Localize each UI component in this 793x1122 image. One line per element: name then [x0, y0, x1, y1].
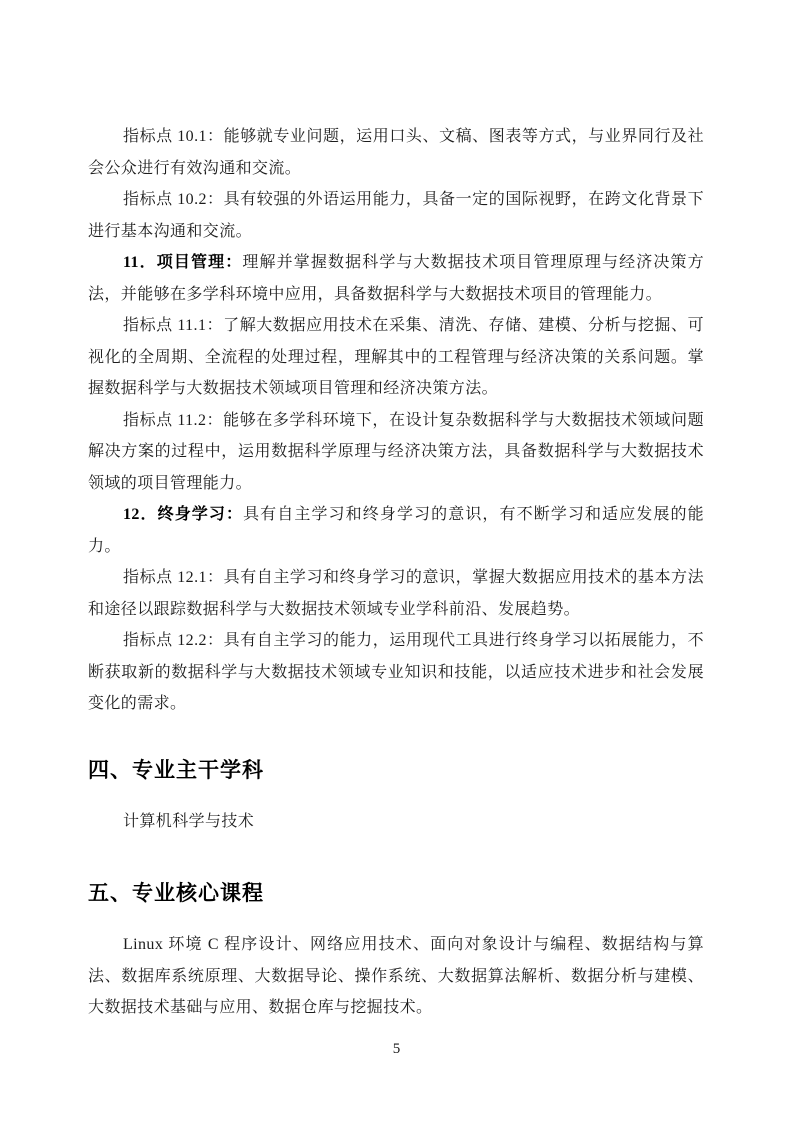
section-body-main-discipline: 计算机科学与技术 — [123, 812, 255, 830]
paragraph-lead-bold: 11．项目管理： — [123, 254, 243, 271]
paragraph-text: 具有自主学习和终身学习的意识，有不断学习和适应发展的能力。 — [88, 506, 704, 555]
section-heading-core-courses: 五、专业核心课程 — [88, 882, 264, 905]
paragraph-indicator-12-2 — [88, 625, 704, 720]
section-body-core-courses: Linux 环境 C 程序设计、网络应用技术、面向对象设计与编程、数据结构与算法、数据库系统原理、大数据导论、操作系统、大数据算法解析、数据分析与建模、大数据技术基础与应用、数据仓库与挖掘技术。 — [88, 936, 704, 1016]
paragraph-indicator-11-2 — [88, 405, 704, 500]
paragraph-indicator-12-1 — [88, 562, 704, 625]
section-heading-main-discipline: 四、专业主干学科 — [88, 758, 264, 782]
paragraph-text: 指标点 11.2：能够在多学科环境下，在设计复杂数据科学与大数据技术领域问题解决方案的过程中，运用数据科学原理与经济决策方法，具备数据科学与大数据技术领域的项目管理能力。 — [88, 411, 704, 492]
paragraph-lead-bold: 12．终身学习： — [123, 506, 244, 523]
paragraph-indicator-10-1 — [88, 121, 704, 184]
page-number: 5 — [392, 1041, 401, 1057]
paragraph-item-12-lifelong-learning — [88, 499, 704, 562]
paragraph-text: 指标点 10.1：能够就专业问题，运用口头、文稿、图表等方式，与业界同行及社会公众进行有效沟通和交流。 — [88, 128, 704, 177]
paragraph-text: 理解并掌握数据科学与大数据技术项目管理原理与经济决策方法，并能够在多学科环境中应用，具备数据科学与大数据技术项目的管理能力。 — [88, 254, 704, 303]
document-content — [88, 121, 704, 1024]
paragraph-indicator-11-1 — [88, 310, 704, 405]
paragraph-item-11-project-management — [88, 247, 704, 310]
paragraph-indicator-10-2 — [88, 184, 704, 247]
paragraph-text: 指标点 12.2：具有自主学习的能力，运用现代工具进行终身学习以拓展能力，不断获取新的数据科学与大数据技术领域专业知识和技能，以适应技术进步和社会发展变化的需求。 — [88, 632, 704, 712]
paragraph-text: 指标点 10.2：具有较强的外语运用能力，具备一定的国际视野，在跨文化背景下进行基本沟通和交流。 — [88, 191, 704, 240]
paragraph-text: 指标点 12.1：具有自主学习和终身学习的意识，掌握大数据应用技术的基本方法和途径以跟踪数据科学与大数据技术领域专业学科前沿、发展趋势。 — [88, 569, 704, 618]
paragraph-text: 指标点 11.1：了解大数据应用技术在采集、清洗、存储、建模、分析与挖掘、可视化的全周期、全流程的处理过程，理解其中的工程管理与经济决策的关系问题。掌握数据科学与大数据技术领域项目管理和经济决策方法。 — [88, 317, 704, 397]
